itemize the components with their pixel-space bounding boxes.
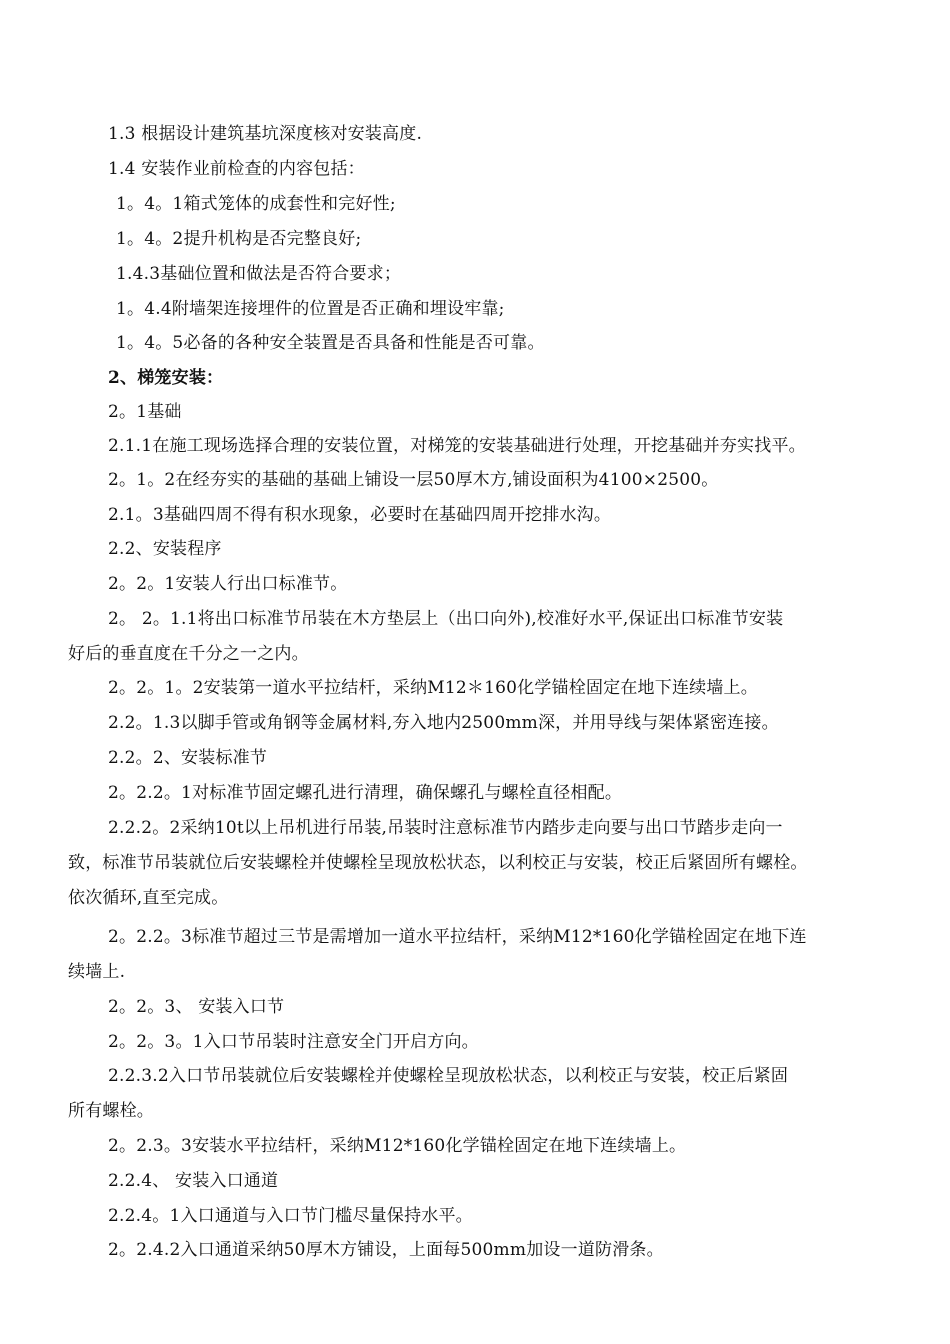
paragraph-2-2-2-3: 2。2.2。3标准节超过三节是需增加一道水平拉结杆，采纳M12*160化学锚栓固定在地下连 xyxy=(108,927,807,947)
paragraph-1-4-3: 1.4.3基础位置和做法是否符合要求； xyxy=(116,264,402,284)
paragraph-1-4-4: 1。4.4附墙架连接埋件的位置是否正确和埋设牢靠; xyxy=(116,299,505,319)
paragraph-2-2: 2.2、安装程序 xyxy=(108,539,222,559)
paragraph-2-2-2-2-cont-1: 致，标准节吊装就位后安装螺栓并使螺栓呈现放松状态，以利校正与安装，校正后紧固所有螺栓。 xyxy=(68,853,808,873)
paragraph-2-2-4-2: 2。2.4.2入口通道采纳50厚木方铺设，上面每500mm加设一道防滑条。 xyxy=(108,1240,664,1260)
paragraph-2-2-4-1: 2.2.4。1入口通道与入口节门槛尽量保持水平。 xyxy=(108,1206,473,1226)
paragraph-2-1-2: 2。1。2在经夯实的基础的基础上铺设一层50厚木方,铺设面积为4100×2500。 xyxy=(108,470,719,490)
paragraph-2-2-1-1-cont: 好后的垂直度在千分之一之内。 xyxy=(68,644,309,664)
section-heading-2: 2、梯笼安装： xyxy=(108,368,224,388)
paragraph-1-4: 1.4 安装作业前检查的内容包括： xyxy=(108,159,365,179)
paragraph-2-2-3-3: 2。2.3。3安装水平拉结杆，采纳M12*160化学锚栓固定在地下连续墙上。 xyxy=(108,1136,687,1156)
paragraph-1-3: 1.3 根据设计建筑基坑深度核对安装高度. xyxy=(108,124,423,144)
paragraph-2-2-3-2-cont: 所有螺栓。 xyxy=(68,1101,154,1121)
paragraph-1-4-5: 1。4。5必备的各种安全装置是否具备和性能是否可靠。 xyxy=(116,333,545,353)
paragraph-2-2-2-2: 2.2.2。2采纳10t以上吊机进行吊装,吊装时注意标准节内踏步走向要与出口节踏步走向一 xyxy=(108,818,783,838)
paragraph-2-1-1: 2.1.1在施工现场选择合理的安装位置，对梯笼的安装基础进行处理，开挖基础并夯实找平。 xyxy=(108,436,806,456)
paragraph-2-2-1: 2。2。1安装人行出口标准节。 xyxy=(108,574,348,594)
paragraph-2-1-3: 2.1。3基础四周不得有积水现象，必要时在基础四周开挖排水沟。 xyxy=(108,505,612,525)
paragraph-2-2-3-1: 2。2。3。1入口节吊装时注意安全门开启方向。 xyxy=(108,1032,479,1052)
paragraph-2-2-1-2: 2。2。1。2安装第一道水平拉结杆，采纳M12＊160化学锚栓固定在地下连续墙上。 xyxy=(108,678,758,698)
paragraph-2-2-2-3-cont: 续墙上. xyxy=(68,962,126,982)
paragraph-2-1: 2。1基础 xyxy=(108,402,182,422)
paragraph-2-2-1-1: 2。 2。1.1将出口标准节吊装在木方垫层上（出口向外),校准好水平,保证出口标准节安装 xyxy=(108,609,784,629)
paragraph-2-2-3-2: 2.2.3.2入口节吊装就位后安装螺栓并使螺栓呈现放松状态，以利校正与安装，校正后紧固 xyxy=(108,1066,789,1086)
paragraph-2-2-2: 2.2。2、安装标准节 xyxy=(108,748,268,768)
paragraph-1-4-2: 1。4。2提升机构是否完整良好; xyxy=(116,229,362,249)
paragraph-2-2-2-2-cont-2: 依次循环,直至完成。 xyxy=(68,888,229,908)
paragraph-2-2-3: 2。2。3、 安装入口节 xyxy=(108,997,285,1017)
paragraph-1-4-1: 1。4。1箱式笼体的成套性和完好性; xyxy=(116,194,396,214)
paragraph-2-2-1-3: 2.2。1.3以脚手管或角钢等金属材料,夯入地内2500mm深，并用导线与架体紧密连接。 xyxy=(108,713,779,733)
paragraph-2-2-4: 2.2.4、 安装入口通道 xyxy=(108,1171,279,1191)
paragraph-2-2-2-1: 2。2.2。1对标准节固定螺孔进行清理，确保螺孔与螺栓直径相配。 xyxy=(108,783,623,803)
